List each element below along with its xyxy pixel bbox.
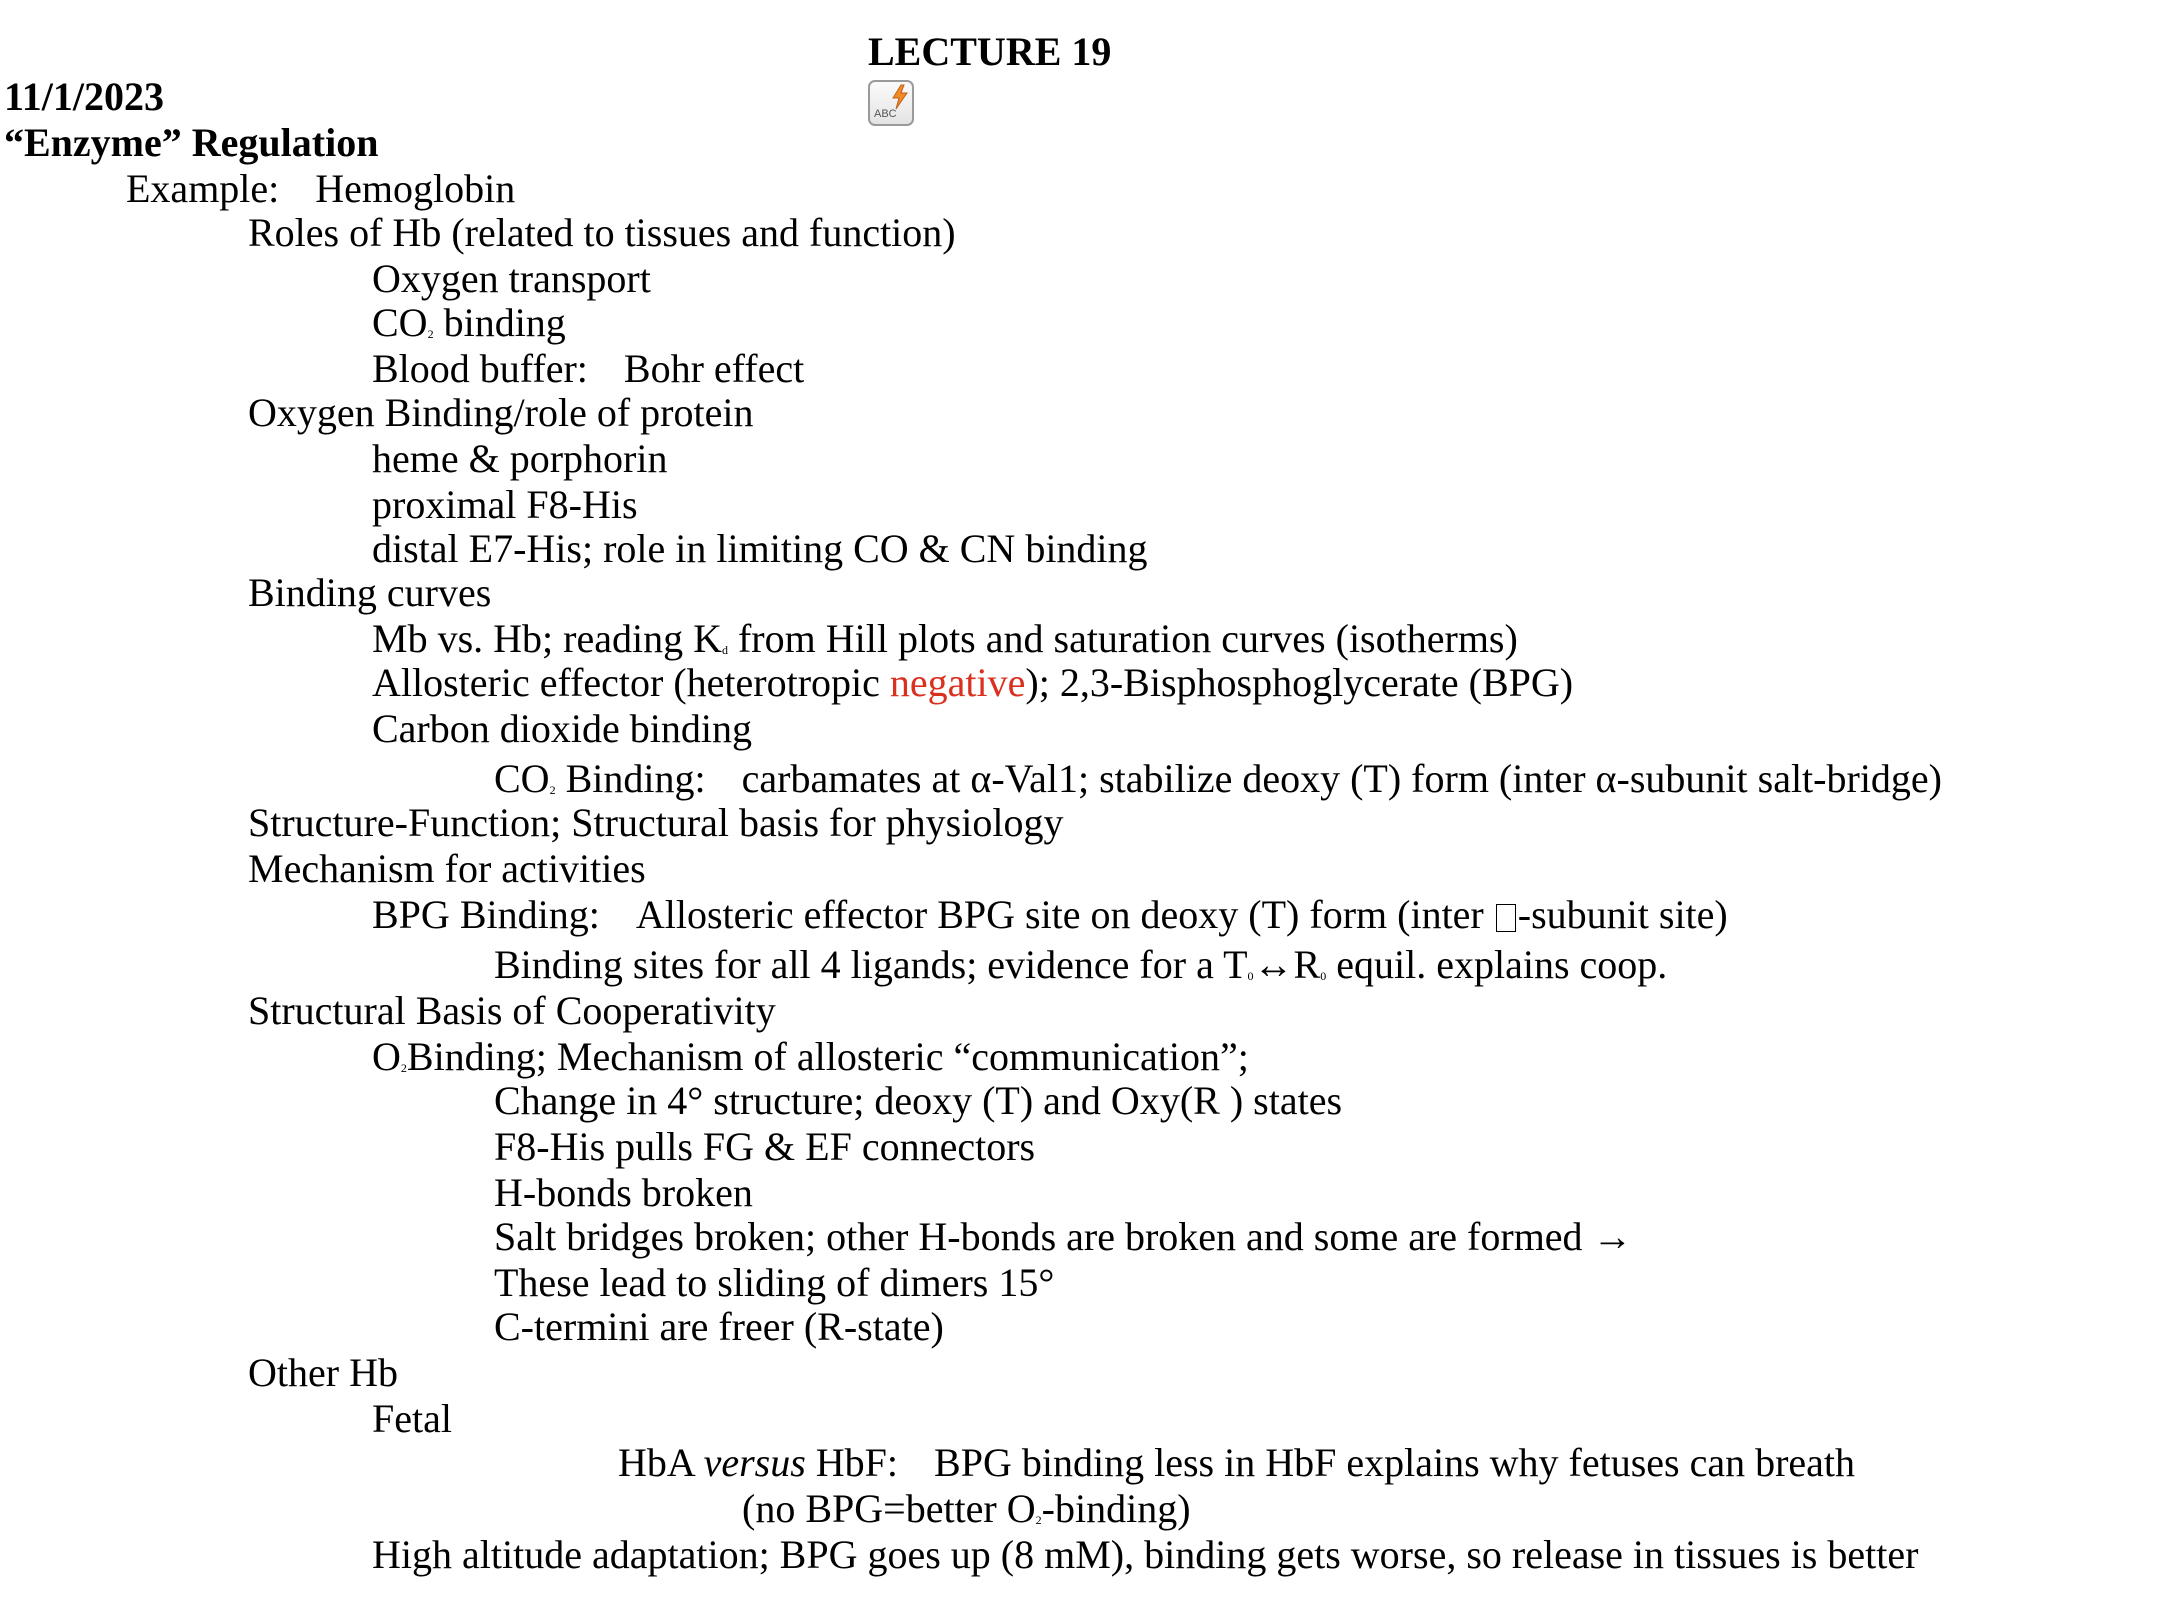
equilibrium-arrow: ↔R [1253,942,1321,987]
outline-line-salt-bridges: Salt bridges broken; other H-bonds are broken and some are formed → [494,1214,1633,1259]
page-title: LECTURE 19 [868,29,1112,74]
bpg-value-rest: -subunit site) [1517,892,1728,937]
co2b-subscript: 2 [549,783,556,797]
outline-line-proximal: proximal F8-His [372,482,638,527]
example-value: Hemoglobin [315,166,516,211]
outline-line-heme: heme & porphorin [372,436,668,481]
outline-line-change: Change in 4° structure; deoxy (T) and Oxy(R ) states [494,1078,1343,1123]
co2-binding-text: binding [433,300,566,345]
blood-buffer-label: Blood buffer: [372,346,588,391]
versus-italic: versus [703,1440,806,1485]
blood-buffer-value: Bohr effect [623,346,805,391]
outline-line-sliding: These lead to sliding of dimers 15° [494,1260,1055,1305]
co2b-label: Binding: [555,756,706,801]
outline-line-carbon-dioxide: Carbon dioxide binding [372,706,752,751]
o2-subscript: 2 [400,1061,407,1075]
kd-subscript: d [721,643,728,657]
co2b-value: carbamates at α-Val1; stabilize deoxy (T) form (inter α-subunit salt-bridge) [741,756,1942,801]
outline-line-bpg-binding [372,892,1728,938]
t0-subscript: 0 [1247,969,1254,983]
bpg-value: Allosteric effector BPG site on deoxy (T) form (inter [635,892,1494,937]
allosteric-text-rest: ); 2,3-Bisphosphoglycerate (BPG) [1025,660,1574,705]
outline-line-binding-curves: Binding curves [248,570,492,615]
outline-line-structural-basis: Structural Basis of Cooperativity [248,988,776,1033]
co2-subscript: 2 [427,327,434,341]
outline-line-oxygen-transport: Oxygen transport [372,256,651,301]
hba-value: BPG binding less in HbF explains why fetuses can breath [934,1440,1856,1485]
co2b-text: CO [494,756,550,801]
binding-sites-text: Binding sites for all 4 ligands; evidence for a T [494,942,1248,987]
outline-line-ctermini: C-termini are freer (R-state) [494,1304,944,1349]
outline-line-fetal: Fetal [372,1396,452,1441]
binding-sites-text-rest: equil. explains coop. [1326,942,1668,987]
outline-line-roles: Roles of Hb (related to tissues and function) [248,210,956,255]
hbf-label: HbF: [805,1440,899,1485]
co2-text: CO [372,300,428,345]
hba-text: HbA [618,1440,704,1485]
nobpg-subscript: 2 [1035,1513,1042,1527]
outline-line-hbonds: H-bonds broken [494,1170,753,1215]
nobpg-text: (no BPG=better O [742,1486,1036,1531]
outline-line-mechanism: Mechanism for activities [248,846,646,891]
mb-text: Mb vs. Hb; reading K [372,616,722,661]
o2-binding-text: Binding; Mechanism of allosteric “communication”; [406,1034,1249,1079]
outline-line-blood-buffer [372,346,804,392]
spellcheck-icon[interactable] [868,80,914,126]
section-heading: “Enzyme” Regulation [4,120,379,165]
lecture-date: 11/1/2023 [4,74,165,119]
spellcheck-abc-label: ABC [874,108,897,120]
r0-subscript: 0 [1320,969,1327,983]
outline-line-oxygen-binding: Oxygen Binding/role of protein [248,390,754,435]
outline-line-f8his: F8-His pulls FG & EF connectors [494,1124,1036,1169]
allosteric-text: Allosteric effector (heterotropic [372,660,890,705]
outline-line-structure-function: Structure-Function; Structural basis for physiology [248,800,1064,845]
outline-line-hba-vs-hbf [618,1440,1855,1486]
mb-text-rest: from Hill plots and saturation curves (isotherms) [727,616,1518,661]
outline-line-high-altitude: High altitude adaptation; BPG goes up (8 mM), binding gets worse, so release in tissues is better [372,1532,1919,1577]
negative-highlight: negative [889,660,1026,705]
outline-line-example [126,166,515,212]
bpg-label: BPG Binding: [372,892,600,937]
nobpg-text-rest: -binding) [1041,1486,1191,1531]
outline-line-distal: distal E7-His; role in limiting CO & CN binding [372,526,1148,571]
example-label: Example: [126,166,280,211]
missing-glyph-box [1496,904,1516,932]
lightning-bolt-icon [890,84,910,110]
outline-line-other-hb: Other Hb [248,1350,398,1395]
outline-line-allosteric-effector [372,660,1573,706]
o2-text: O [372,1034,401,1079]
